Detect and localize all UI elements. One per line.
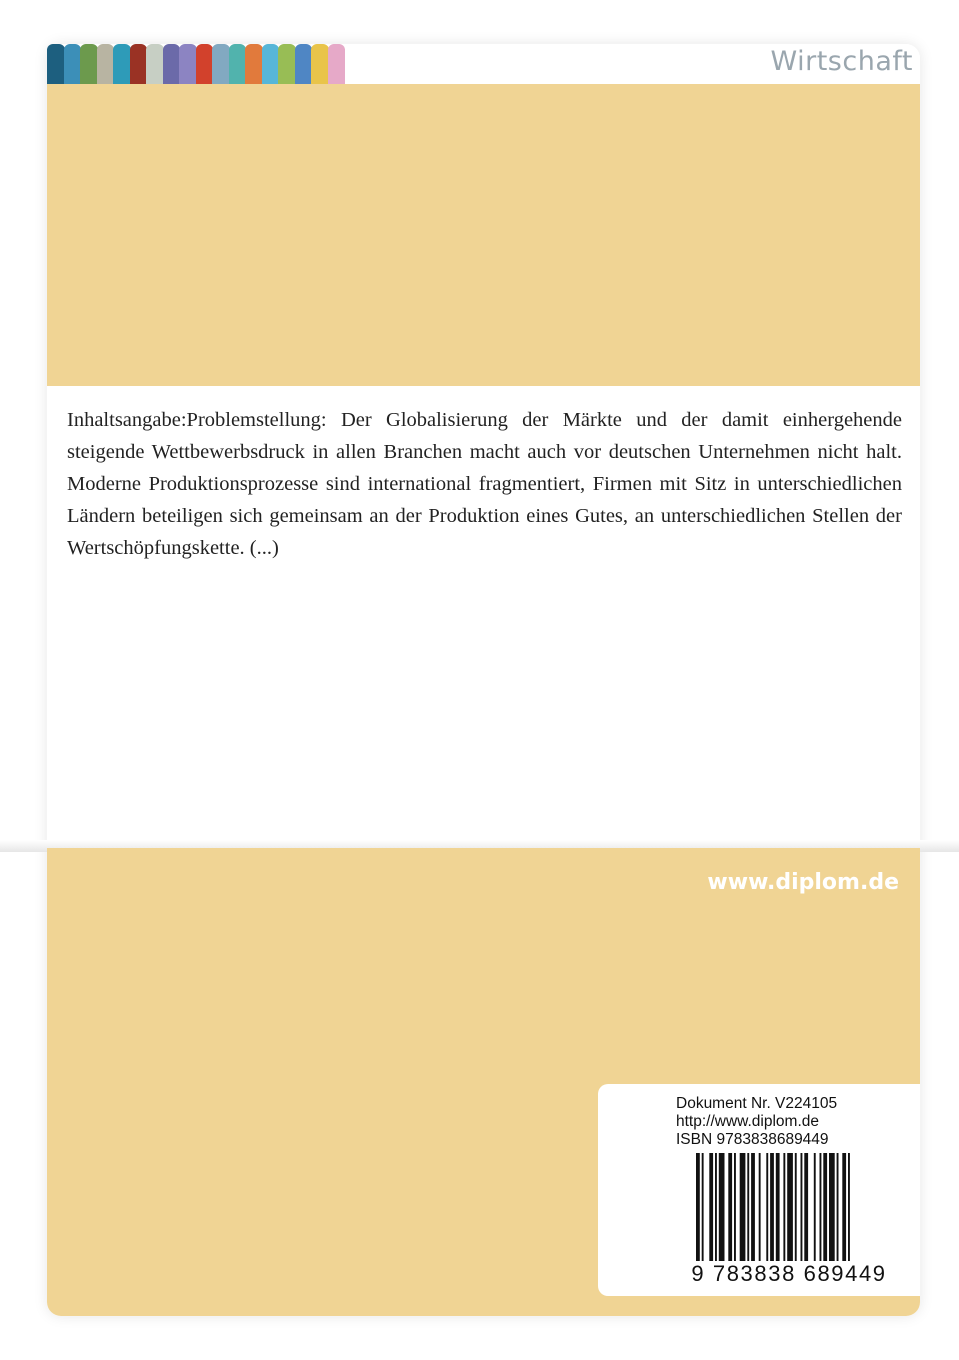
color-tab [163,44,181,84]
color-tab [179,44,197,84]
color-tab [64,44,82,84]
website-label[interactable]: www.diplom.de [707,870,899,895]
document-info [676,1095,837,1149]
category-label: Wirtschaft [770,46,913,77]
color-tab [196,44,214,84]
color-tab [262,44,280,84]
top-color-panel [47,84,920,386]
color-tab [113,44,131,84]
color-tab [212,44,230,84]
document-number: Dokument Nr. V224105 [676,1095,838,1112]
barcode-digits: 9 783838 689449 [691,1261,887,1285]
abstract-text: Inhaltsangabe:Problemstellung: Der Globalisierung der Märkte und der damit einhergehende steigende Wettbewerbsdruck in allen Branchen macht auch vor deutschen Unternehmen nicht halt. Moderne Produktionsprozesse sind international fragmentiert, Firmen mit Sitz in unterschiedlichen Ländern beteiligen sich gemeinsam an der Produktion eines Gutes, an unterschiedlichen Stellen der Wertschöpfungskette. (...) [67,409,902,559]
document-url[interactable]: http://www.diplom.de [676,1113,820,1130]
color-tab [278,44,296,84]
color-tab [295,44,313,84]
color-tab [80,44,98,84]
color-tab [328,44,346,84]
color-tab [311,44,329,84]
color-tab [130,44,148,84]
color-tab [229,44,247,84]
color-tabs [47,44,344,84]
color-tab [245,44,263,84]
color-tab [146,44,164,84]
color-tab [47,44,65,84]
color-tab [97,44,115,84]
isbn-barcode [676,1153,902,1285]
isbn: ISBN 9783838689449 [676,1131,829,1148]
